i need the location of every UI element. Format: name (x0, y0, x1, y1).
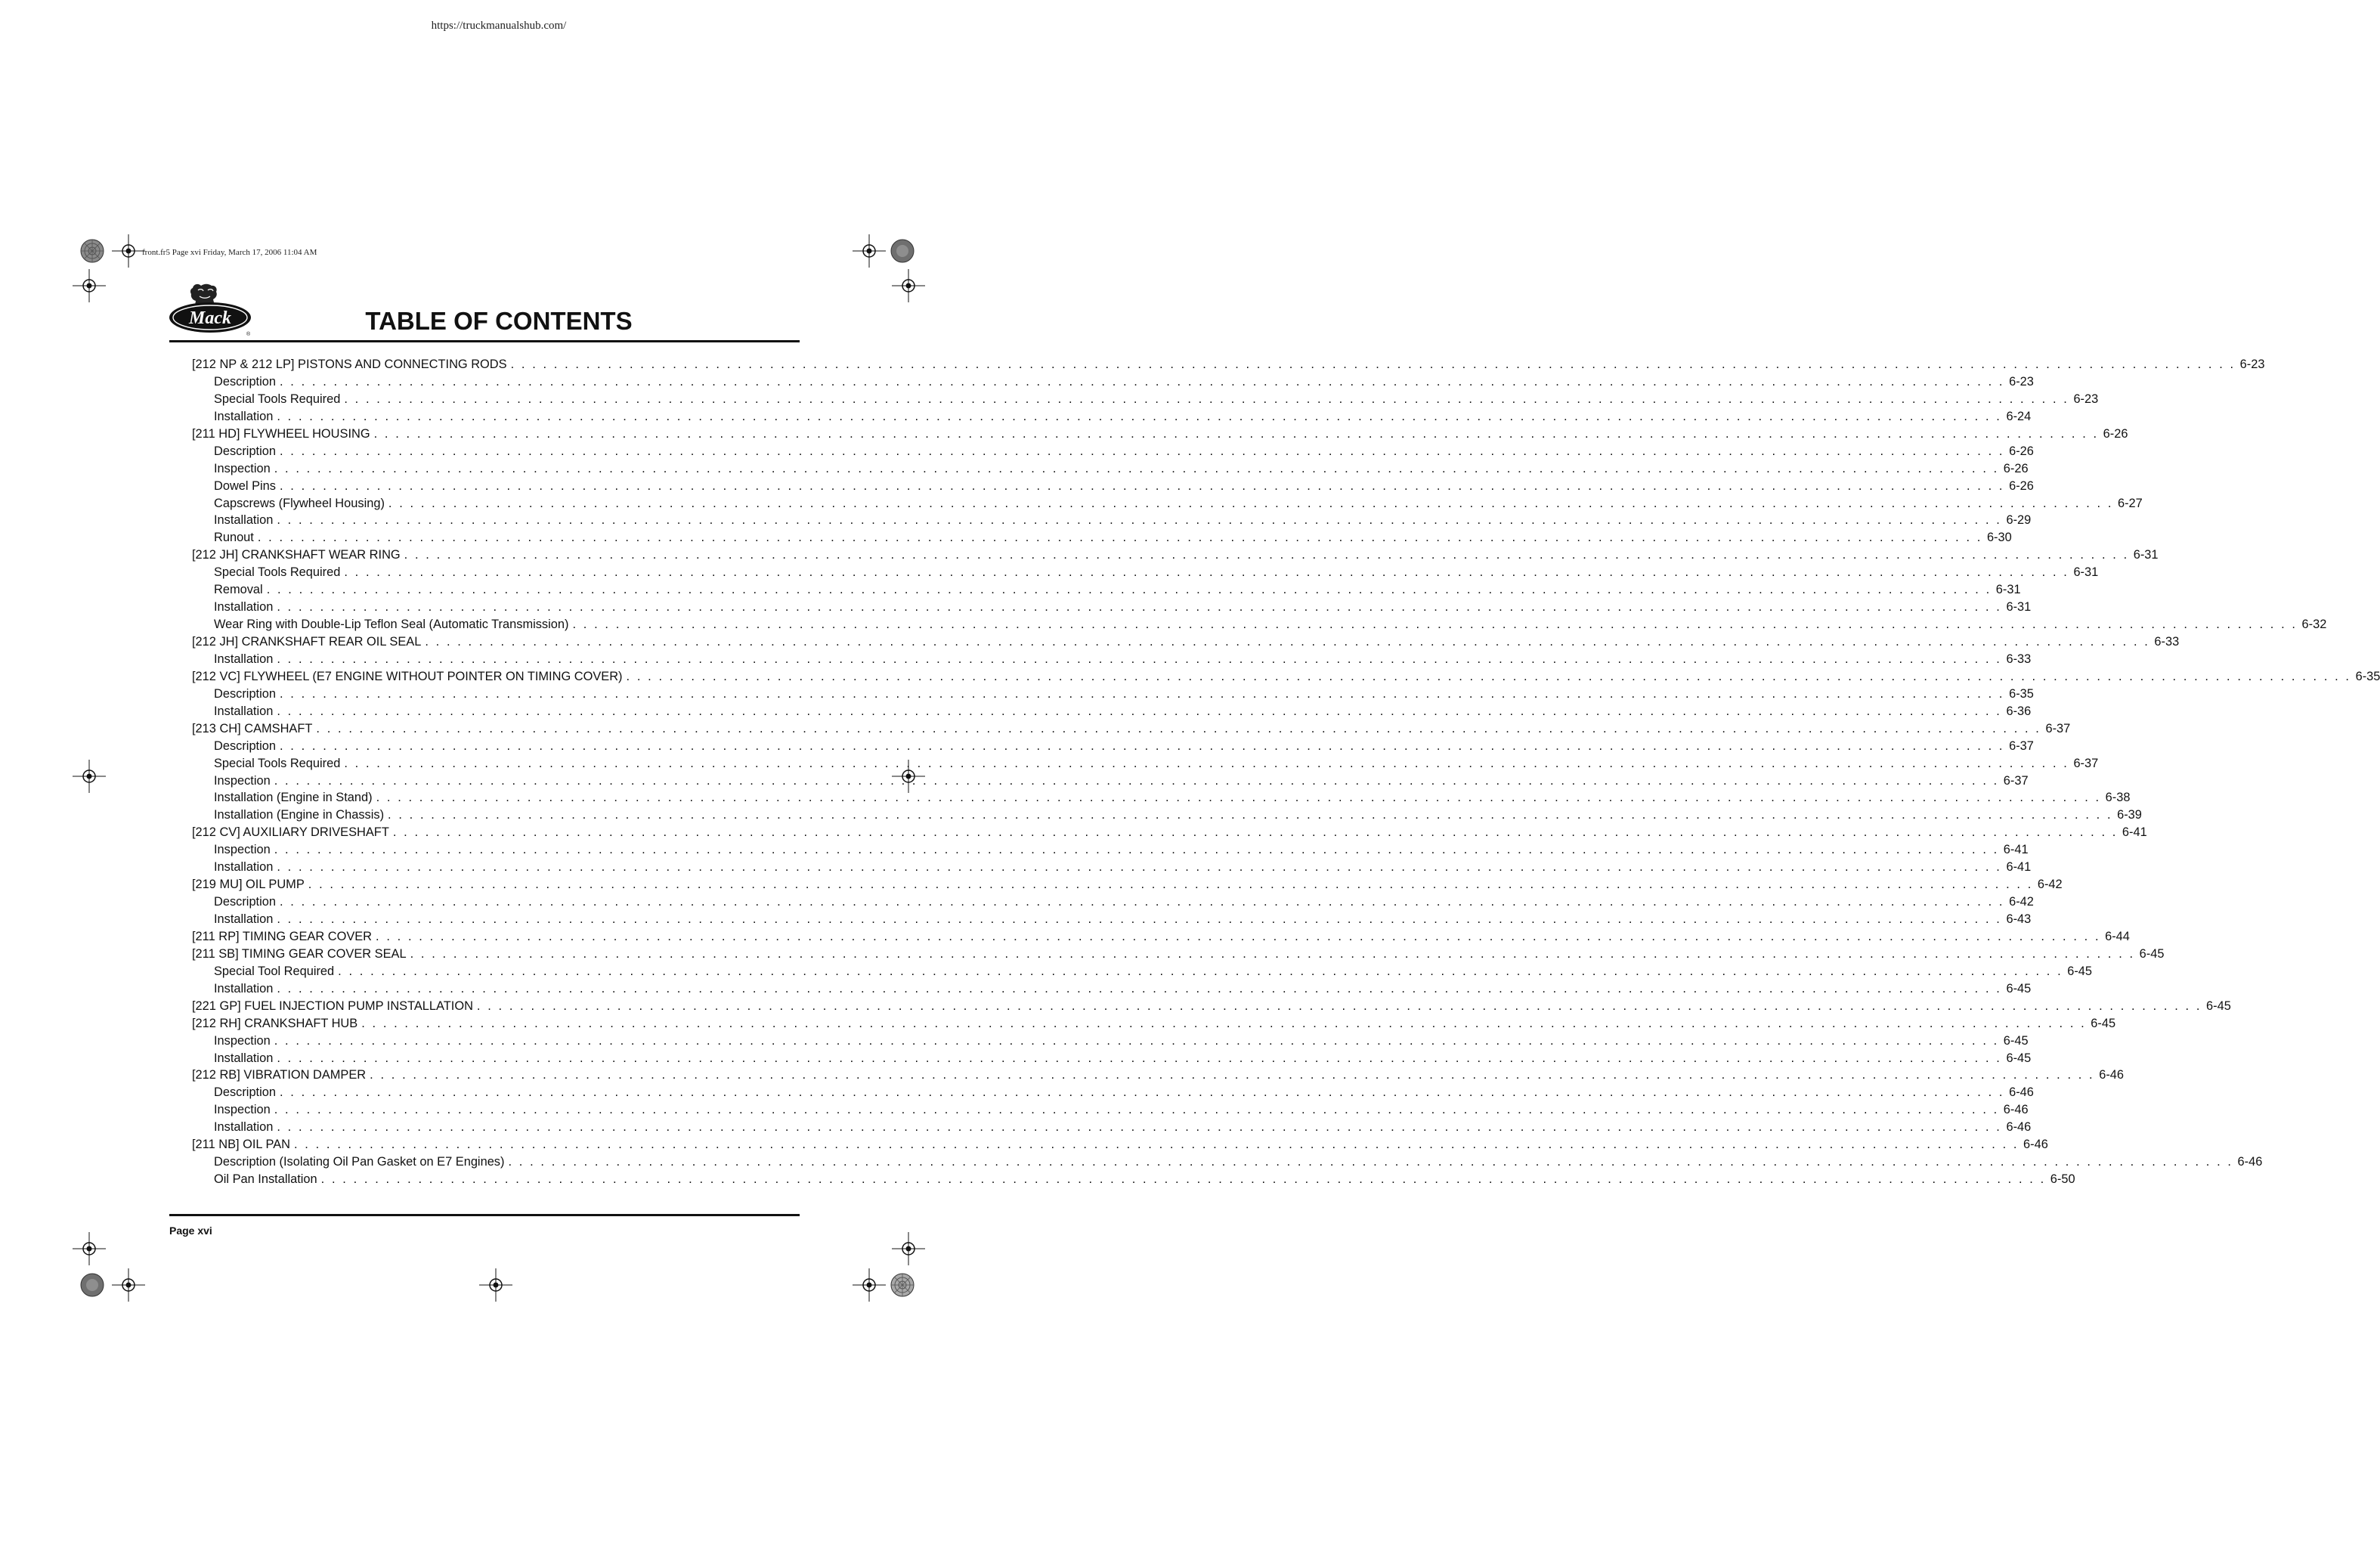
toc-dot-leader: . . . . . . . . . . . . . . . . . . . . . . . . . . . . . . . . . . . . . . . . . . . . . . . . . . . . . . . . . . . . . . . . . . . . . . . . . . . . . . . . . . . . . . . . . . . . . . . . . . . . . . . . . . . . . . . . . . . . . . . . . . . . . . . . . . . . . . . . . . . . . . . . . . . . . . . . . . . . . . . . (277, 860, 2002, 875)
toc-entry-label: Inspection (214, 1033, 271, 1048)
toc-dot-leader: . . . . . . . . . . . . . . . . . . . . . . . . . . . . . . . . . . . . . . . . . . . . . . . . . . . . . . . . . . . . . . . . . . . . . . . . . . . . . . . . . . . . . . . . . . . . . . . . . . . . . . . . . . . . . . . . . . . . . . . . . . . . . . . . . . . . . . . . . . . . . . . . . . . . . . . . . . . . . . . . (274, 1033, 1999, 1048)
toc-entry-label: Installation (214, 1051, 274, 1065)
toc-entry-page: 6-39 (2117, 808, 2142, 822)
toc-dot-leader: . . . . . . . . . . . . . . . . . . . . . . . . . . . . . . . . . . . . . . . . . . . . . . . . . . . . . . . . . . . . . . . . . . . . . . . . . . . . . . . . . . . . . . . . . . . . . . . . . . . . . . . . . . . . . . . . . . . . . . . . . . . . . . . . . . . . . . . . . . . . . . . . . . . . . . . . . . . . . . . . (508, 1155, 2233, 1169)
toc-entry-label: Description (Isolating Oil Pan Gasket on E7 Engines) (214, 1155, 505, 1169)
toc-dot-leader: . . . . . . . . . . . . . . . . . . . . . . . . . . . . . . . . . . . . . . . . . . . . . . . . . . . . . . . . . . . . . . . . . . . . . . . . . . . . . . . . . . . . . . . . . . . . . . . . . . . . . . . . . . . . . . . . . . . . . . . . . . . . . . . . . . . . . . . . . . . . . . . . . . . . . . . . . . . . . . . . (280, 374, 2005, 389)
toc-dot-leader: . . . . . . . . . . . . . . . . . . . . . . . . . . . . . . . . . . . . . . . . . . . . . . . . . . . . . . . . . . . . . . . . . . . . . . . . . . . . . . . . . . . . . . . . . . . . . . . . . . . . . . . . . . . . . . . . . . . . . . . . . . . . . . . . . . . . . . . . . . . . . . . . . . . . . . . . . . . . . . . . (274, 773, 1999, 788)
footer-rule (169, 1214, 800, 1216)
toc-entry-label: Capscrews (Flywheel Housing) (214, 496, 385, 510)
toc-entry-page: 6-33 (2154, 635, 2180, 649)
toc-entry-label: Installation (214, 860, 274, 875)
toc-dot-leader: . . . . . . . . . . . . . . . . . . . . . . . . . . . . . . . . . . . . . . . . . . . . . . . . . . . . . . . . . . . . . . . . . . . . . . . . . . . . . . . . . . . . . . . . . . . . . . . . . . . . . . . . . . . . . . . . . . . . . . . . . . . . . . . . . . . . . . . . . . . . . . . . . . . . . . . . . . . . . . . . (274, 1103, 1999, 1117)
toc-entry-page: 6-30 (1986, 531, 2012, 545)
print-slug: front.fr5 Page xvi Friday, March 17, 2006 11:04 AM (142, 248, 317, 257)
toc-entry-label: Inspection (214, 843, 271, 857)
toc-entry-label: [212 VC] FLYWHEEL (E7 ENGINE WITHOUT POINTER ON TIMING COVER) (192, 669, 623, 683)
toc-dot-leader: . . . . . . . . . . . . . . . . . . . . . . . . . . . . . . . . . . . . . . . . . . . . . . . . . . . . . . . . . . . . . . . . . . . . . . . . . . . . . . . . . . . . . . . . . . . . . . . . . . . . . . . . . . . . . . . . . . . . . . . . . . . . . . . . . . . . . . . . . . . . . . . . . . . . . . . . . . . . . . . . (338, 964, 2063, 978)
toc-entry-page: 6-37 (2045, 721, 2071, 735)
toc-section-entry[interactable] (192, 946, 2165, 963)
toc-entry-label: Oil Pan Installation (214, 1172, 317, 1187)
toc-section-entry[interactable] (192, 928, 2130, 946)
toc-dot-leader: . . . . . . . . . . . . . . . . . . . . . . . . . . . . . . . . . . . . . . . . . . . . . . . . . . . . . . . . . . . . . . . . . . . . . . . . . . . . . . . . . . . . . . . . . . . . . . . . . . . . . . . . . . . . . . . . . . . . . . . . . . . . . . . . . . . . . . . . . . . . . . . . . . . . . . . . . . . . . . . . (404, 548, 2129, 562)
registration-crosshair-icon (853, 234, 886, 268)
toc-entry-label: Description (214, 686, 276, 701)
toc-entry-label: Installation (214, 912, 274, 926)
toc-subsection-entry[interactable] (192, 1050, 2032, 1067)
toc-subsection-entry[interactable] (192, 495, 2143, 512)
toc-subsection-entry[interactable] (192, 841, 2029, 859)
toc-entry-label: [211 RP] TIMING GEAR COVER (192, 929, 373, 943)
toc-entry-label: [211 NB] OIL PAN (192, 1138, 290, 1152)
toc-dot-leader: . . . . . . . . . . . . . . . . . . . . . . . . . . . . . . . . . . . . . . . . . . . . . . . . . . . . . . . . . . . . . . . . . . . . . . . . . . . . . . . . . . . . . . . . . . . . . . . . . . . . . . . . . . . . . . . . . . . . . . . . . . . . . . . . . . . . . . . . . . . . . . . . . . . . . . . . . . . . . . . . (510, 358, 2236, 371)
toc-dot-leader: . . . . . . . . . . . . . . . . . . . . . . . . . . . . . . . . . . . . . . . . . . . . . . . . . . . . . . . . . . . . . . . . . . . . . . . . . . . . . . . . . . . . . . . . . . . . . . . . . . . . . . . . . . . . . . . . . . . . . . . . . . . . . . . . . . . . . . . . . . . . . . . . . . . . . . . . . . . . . . . . (280, 686, 2005, 701)
toc-subsection-entry[interactable] (192, 529, 2012, 547)
toc-entry-page: 6-35 (2009, 686, 2034, 701)
toc-entry-page: 6-41 (2003, 843, 2029, 857)
toc-dot-leader: . . . . . . . . . . . . . . . . . . . . . . . . . . . . . . . . . . . . . . . . . . . . . . . . . . . . . . . . . . . . . . . . . . . . . . . . . . . . . . . . . . . . . . . . . . . . . . . . . . . . . . . . . . . . . . . . . . . . . . . . . . . . . . . . . . . . . . . . . . . . . . . . . . . . . . . . . . . . . . . . (410, 946, 2135, 961)
toc-dot-leader: . . . . . . . . . . . . . . . . . . . . . . . . . . . . . . . . . . . . . . . . . . . . . . . . . . . . . . . . . . . . . . . . . . . . . . . . . . . . . . . . . . . . . . . . . . . . . . . . . . . . . . . . . . . . . . . . . . . . . . . . . . . . . . . . . . . . . . . . . . . . . . . . . . . . . . . . . . . . . . . . (425, 635, 2150, 649)
toc-subsection-entry[interactable] (192, 1171, 2075, 1188)
toc-dot-leader: . . . . . . . . . . . . . . . . . . . . . . . . . . . . . . . . . . . . . . . . . . . . . . . . . . . . . . . . . . . . . . . . . . . . . . . . . . . . . . . . . . . . . . . . . . . . . . . . . . . . . . . . . . . . . . . . . . . . . . . . . . . . . . . . . . . . . . . . . . . . . . . . . . . . . . . . . . . . . . . . (370, 1068, 2095, 1082)
toc-entry-page: 6-23 (2073, 392, 2099, 406)
toc-dot-leader: . . . . . . . . . . . . . . . . . . . . . . . . . . . . . . . . . . . . . . . . . . . . . . . . . . . . . . . . . . . . . . . . . . . . . . . . . . . . . . . . . . . . . . . . . . . . . . . . . . . . . . . . . . . . . . . . . . . . . . . . . . . . . . . . . . . . . . . . . . . . . . . . . . . . . . . . . . . . . . . . (266, 583, 1992, 597)
toc-section-entry[interactable] (192, 998, 2231, 1015)
toc-entry-label: Installation (214, 1120, 274, 1135)
registration-crosshair-icon (73, 269, 106, 302)
toc-entry-label: Dowel Pins (214, 478, 276, 493)
toc-entry-label: Installation (214, 513, 274, 528)
toc-dot-leader: . . . . . . . . . . . . . . . . . . . . . . . . . . . . . . . . . . . . . . . . . . . . . . . . . . . . . . . . . . . . . . . . . . . . . . . . . . . . . . . . . . . . . . . . . . . . . . . . . . . . . . . . . . . . . . . . . . . . . . . . . . . . . . . . . . . . . . . . . . . . . . . . . . . . . . . . . . . . . . . . (344, 392, 2069, 406)
toc-subsection-entry[interactable] (192, 373, 2034, 391)
registration-crosshair-icon (853, 1268, 886, 1302)
toc-subsection-entry[interactable] (192, 980, 2032, 998)
toc-subsection-entry[interactable] (192, 686, 2034, 703)
toc-dot-leader: . . . . . . . . . . . . . . . . . . . . . . . . . . . . . . . . . . . . . . . . . . . . . . . . . . . . . . . . . . . . . . . . . . . . . . . . . . . . . . . . . . . . . . . . . . . . . . . . . . . . . . . . . . . . . . . . . . . . . . . . . . . . . . . . . . . . . . . . . . . . . . . . . . . . . . . . . . . . . . . . (280, 738, 2005, 753)
toc-entry-page: 6-26 (2009, 444, 2034, 458)
toc-dot-leader: . . . . . . . . . . . . . . . . . . . . . . . . . . . . . . . . . . . . . . . . . . . . . . . . . . . . . . . . . . . . . . . . . . . . . . . . . . . . . . . . . . . . . . . . . . . . . . . . . . . . . . . . . . . . . . . . . . . . . . . . . . . . . . . . . . . . . . . . . . . . . . . . . . . . . . . . . . . . . . . . (277, 704, 2002, 718)
color-calibration-disk-icon (890, 239, 915, 263)
toc-subsection-entry[interactable] (192, 581, 2021, 599)
toc-entry-page: 6-50 (2050, 1172, 2075, 1187)
toc-entry-page: 6-42 (2009, 895, 2034, 909)
registration-crosshair-icon (112, 1268, 145, 1302)
table-of-contents (192, 356, 2380, 1188)
toc-entry-label: [212 JH] CRANKSHAFT WEAR RING (192, 548, 401, 562)
toc-entry-page: 6-38 (2105, 791, 2131, 805)
color-calibration-disk-icon (890, 1273, 915, 1297)
toc-section-entry[interactable] (192, 1015, 2116, 1033)
toc-entry-page: 6-26 (2003, 461, 2029, 475)
toc-entry-page: 6-27 (2117, 496, 2143, 510)
toc-entry-page: 6-32 (2301, 618, 2327, 632)
registration-crosshair-icon (73, 760, 106, 793)
toc-entry-page: 6-37 (2073, 756, 2099, 770)
toc-entry-page: 6-46 (2006, 1120, 2032, 1135)
logo-text: Mack (189, 308, 231, 328)
toc-entry-label: [211 HD] FLYWHEEL HOUSING (192, 426, 370, 441)
toc-entry-page: 6-36 (2006, 704, 2032, 718)
toc-subsection-entry[interactable] (192, 911, 2032, 928)
toc-entry-page: 6-23 (2239, 358, 2265, 371)
toc-subsection-entry[interactable] (192, 651, 2032, 668)
toc-entry-label: Special Tool Required (214, 964, 335, 978)
toc-entry-label: Description (214, 374, 276, 389)
registration-crosshair-icon (479, 1268, 512, 1302)
toc-dot-leader: . . . . . . . . . . . . . . . . . . . . . . . . . . . . . . . . . . . . . . . . . . . . . . . . . . . . . . . . . . . . . . . . . . . . . . . . . . . . . . . . . . . . . . . . . . . . . . . . . . . . . . . . . . . . . . . . . . . . . . . . . . . . . . . . . . . . . . . . . . . . . . . . . . . . . . . . . . . . . . . . (277, 912, 2002, 926)
toc-entry-page: 6-37 (2003, 773, 2029, 788)
toc-entry-label: [211 SB] TIMING GEAR COVER SEAL (192, 946, 407, 961)
toc-dot-leader: . . . . . . . . . . . . . . . . . . . . . . . . . . . . . . . . . . . . . . . . . . . . . . . . . . . . . . . . . . . . . . . . . . . . . . . . . . . . . . . . . . . . . . . . . . . . . . . . . . . . . . . . . . . . . . . . . . . . . . . . . . . . . . . . . . . . . . . . . . . . . . . . . . . . . . . . . . . . . . . . (388, 496, 2113, 510)
toc-subsection-entry[interactable] (192, 703, 2032, 720)
toc-section-entry[interactable] (192, 547, 2159, 564)
toc-entry-page: 6-33 (2006, 652, 2032, 666)
toc-entry-label: [212 NP & 212 LP] PISTONS AND CONNECTING RODS (192, 358, 507, 371)
toc-section-entry[interactable] (192, 720, 2071, 738)
toc-entry-page: 6-31 (2133, 548, 2159, 562)
toc-entry-page: 6-35 (2355, 669, 2380, 683)
toc-dot-leader: . . . . . . . . . . . . . . . . . . . . . . . . . . . . . . . . . . . . . . . . . . . . . . . . . . . . . . . . . . . . . . . . . . . . . . . . . . . . . . . . . . . . . . . . . . . . . . . . . . . . . . . . . . . . . . . . . . . . . . . . . . . . . . . . . . . . . . . . . . . . . . . . . . . . . . . . . . . . . . . . (280, 478, 2005, 493)
toc-entry-page: 6-45 (2091, 1016, 2116, 1030)
toc-entry-page: 6-23 (2009, 374, 2034, 389)
toc-entry-page: 6-45 (2139, 946, 2165, 961)
toc-section-entry[interactable] (192, 876, 2063, 893)
toc-dot-leader: . . . . . . . . . . . . . . . . . . . . . . . . . . . . . . . . . . . . . . . . . . . . . . . . . . . . . . . . . . . . . . . . . . . . . . . . . . . . . . . . . . . . . . . . . . . . . . . . . . . . . . . . . . . . . . . . . . . . . . . . . . . . . . . . . . . . . . . . . . . . . . . . . . . . . . . . . . . . . . . . (293, 1138, 2019, 1152)
toc-dot-leader: . . . . . . . . . . . . . . . . . . . . . . . . . . . . . . . . . . . . . . . . . . . . . . . . . . . . . . . . . . . . . . . . . . . . . . . . . . . . . . . . . . . . . . . . . . . . . . . . . . . . . . . . . . . . . . . . . . . . . . . . . . . . . . . . . . . . . . . . . . . . . . . . . . . . . . . . . . . . . . . . (277, 652, 2002, 666)
page-number-label: Page xvi (169, 1225, 212, 1237)
toc-dot-leader: . . . . . . . . . . . . . . . . . . . . . . . . . . . . . . . . . . . . . . . . . . . . . . . . . . . . . . . . . . . . . . . . . . . . . . . . . . . . . . . . . . . . . . . . . . . . . . . . . . . . . . . . . . . . . . . . . . . . . . . . . . . . . . . . . . . . . . . . . . . . . . . . . . . . . . . . . . . . . . . . (277, 409, 2002, 423)
toc-subsection-entry[interactable] (192, 1084, 2034, 1101)
toc-entry-page: 6-24 (2006, 409, 2032, 423)
toc-entry-label: Special Tools Required (214, 565, 341, 580)
toc-section-entry[interactable] (192, 633, 2180, 651)
toc-section-entry[interactable] (192, 426, 2128, 443)
toc-dot-leader: . . . . . . . . . . . . . . . . . . . . . . . . . . . . . . . . . . . . . . . . . . . . . . . . . . . . . . . . . . . . . . . . . . . . . . . . . . . . . . . . . . . . . . . . . . . . . . . . . . . . . . . . . . . . . . . . . . . . . . . . . . . . . . . . . . . . . . . . . . . . . . . . . . . . . . . . . . . . . . . . (344, 565, 2069, 580)
toc-subsection-entry[interactable] (192, 893, 2034, 911)
toc-entry-label: Special Tools Required (214, 392, 341, 406)
toc-dot-leader: . . . . . . . . . . . . . . . . . . . . . . . . . . . . . . . . . . . . . . . . . . . . . . . . . . . . . . . . . . . . . . . . . . . . . . . . . . . . . . . . . . . . . . . . . . . . . . . . . . . . . . . . . . . . . . . . . . . . . . . . . . . . . . . . . . . . . . . . . . . . . . . . . . . . . . . . . . . . . . . . (392, 825, 2118, 840)
toc-entry-label: Installation (214, 600, 274, 615)
toc-dot-leader: . . . . . . . . . . . . . . . . . . . . . . . . . . . . . . . . . . . . . . . . . . . . . . . . . . . . . . . . . . . . . . . . . . . . . . . . . . . . . . . . . . . . . . . . . . . . . . . . . . . . . . . . . . . . . . . . . . . . . . . . . . . . . . . . . . . . . . . . . . . . . . . . . . . . . . . . . . . . . . . . (257, 531, 1982, 545)
toc-dot-leader: . . . . . . . . . . . . . . . . . . . . . . . . . . . . . . . . . . . . . . . . . . . . . . . . . . . . . . . . . . . . . . . . . . . . . . . . . . . . . . . . . . . . . . . . . . . . . . . . . . . . . . . . . . . . . . . . . . . . . . . . . . . . . . . . . . . . . . . . . . . . . . . . . . . . . . . . . . . . . . . . (626, 669, 2351, 683)
toc-dot-leader: . . . . . . . . . . . . . . . . . . . . . . . . . . . . . . . . . . . . . . . . . . . . . . . . . . . . . . . . . . . . . . . . . . . . . . . . . . . . . . . . . . . . . . . . . . . . . . . . . . . . . . . . . . . . . . . . . . . . . . . . . . . . . . . . . . . . . . . . . . . . . . . . . . . . . . . . . . . . . . . . (388, 808, 2113, 822)
toc-dot-leader: . . . . . . . . . . . . . . . . . . . . . . . . . . . . . . . . . . . . . . . . . . . . . . . . . . . . . . . . . . . . . . . . . . . . . . . . . . . . . . . . . . . . . . . . . . . . . . . . . . . . . . . . . . . . . . . . . . . . . . . . . . . . . . . . . . . . . . . . . . . . . . . . . . . . . . . . . . . . . . . . (274, 461, 1999, 475)
toc-dot-leader: . . . . . . . . . . . . . . . . . . . . . . . . . . . . . . . . . . . . . . . . . . . . . . . . . . . . . . . . . . . . . . . . . . . . . . . . . . . . . . . . . . . . . . . . . . . . . . . . . . . . . . . . . . . . . . . . . . . . . . . . . . . . . . . . . . . . . . . . . . . . . . . . . . . . . . . . . . . . . . . . (376, 791, 2101, 805)
toc-entry-page: 6-45 (2006, 981, 2032, 995)
toc-entry-page: 6-46 (2237, 1155, 2263, 1169)
toc-subsection-entry[interactable] (192, 755, 2099, 773)
toc-subsection-entry[interactable] (192, 859, 2032, 876)
toc-entry-label: [219 MU] OIL PUMP (192, 878, 305, 892)
toc-subsection-entry[interactable] (192, 807, 2142, 824)
toc-entry-label: [212 JH] CRANKSHAFT REAR OIL SEAL (192, 635, 422, 649)
toc-entry-label: Description (214, 895, 276, 909)
toc-entry-page: 6-46 (2009, 1085, 2034, 1100)
toc-subsection-entry[interactable] (192, 616, 2327, 633)
toc-entry-page: 6-45 (2206, 999, 2231, 1013)
toc-entry-label: Installation (214, 704, 274, 718)
toc-dot-leader: . . . . . . . . . . . . . . . . . . . . . . . . . . . . . . . . . . . . . . . . . . . . . . . . . . . . . . . . . . . . . . . . . . . . . . . . . . . . . . . . . . . . . . . . . . . . . . . . . . . . . . . . . . . . . . . . . . . . . . . . . . . . . . . . . . . . . . . . . . . . . . . . . . . . . . . . . . . . . . . . (277, 600, 2002, 615)
toc-entry-page: 6-26 (2103, 426, 2128, 441)
registration-crosshair-icon (73, 1232, 106, 1265)
toc-subsection-entry[interactable] (192, 1033, 2029, 1050)
registration-crosshair-icon (892, 269, 925, 302)
toc-subsection-entry[interactable] (192, 512, 2032, 529)
toc-subsection-entry[interactable] (192, 460, 2029, 478)
toc-dot-leader: . . . . . . . . . . . . . . . . . . . . . . . . . . . . . . . . . . . . . . . . . . . . . . . . . . . . . . . . . . . . . . . . . . . . . . . . . . . . . . . . . . . . . . . . . . . . . . . . . . . . . . . . . . . . . . . . . . . . . . . . . . . . . . . . . . . . . . . . . . . . . . . . . . . . . . . . . . . . . . . . (376, 929, 2101, 943)
toc-entry-page: 6-45 (2006, 1051, 2032, 1065)
toc-entry-label: Inspection (214, 1103, 271, 1117)
toc-entry-label: [212 RH] CRANKSHAFT HUB (192, 1016, 358, 1030)
toc-dot-leader: . . . . . . . . . . . . . . . . . . . . . . . . . . . . . . . . . . . . . . . . . . . . . . . . . . . . . . . . . . . . . . . . . . . . . . . . . . . . . . . . . . . . . . . . . . . . . . . . . . . . . . . . . . . . . . . . . . . . . . . . . . . . . . . . . . . . . . . . . . . . . . . . . . . . . . . . . . . . . . . . (344, 756, 2069, 770)
toc-dot-leader: . . . . . . . . . . . . . . . . . . . . . . . . . . . . . . . . . . . . . . . . . . . . . . . . . . . . . . . . . . . . . . . . . . . . . . . . . . . . . . . . . . . . . . . . . . . . . . . . . . . . . . . . . . . . . . . . . . . . . . . . . . . . . . . . . . . . . . . . . . . . . . . . . . . . . . . . . . . . . . . . (476, 999, 2202, 1013)
site-url[interactable]: https://truckmanualshub.com/ (431, 20, 567, 32)
toc-dot-leader: . . . . . . . . . . . . . . . . . . . . . . . . . . . . . . . . . . . . . . . . . . . . . . . . . . . . . . . . . . . . . . . . . . . . . . . . . . . . . . . . . . . . . . . . . . . . . . . . . . . . . . . . . . . . . . . . . . . . . . . . . . . . . . . . . . . . . . . . . . . . . . . . . . . . . . . . . . . . . . . . (320, 1172, 2046, 1187)
toc-dot-leader: . . . . . . . . . . . . . . . . . . . . . . . . . . . . . . . . . . . . . . . . . . . . . . . . . . . . . . . . . . . . . . . . . . . . . . . . . . . . . . . . . . . . . . . . . . . . . . . . . . . . . . . . . . . . . . . . . . . . . . . . . . . . . . . . . . . . . . . . . . . . . . . . . . . . . . . . . . . . . . . . (280, 444, 2005, 458)
toc-dot-leader: . . . . . . . . . . . . . . . . . . . . . . . . . . . . . . . . . . . . . . . . . . . . . . . . . . . . . . . . . . . . . . . . . . . . . . . . . . . . . . . . . . . . . . . . . . . . . . . . . . . . . . . . . . . . . . . . . . . . . . . . . . . . . . . . . . . . . . . . . . . . . . . . . . . . . . . . . . . . . . . . (274, 843, 1999, 857)
toc-subsection-entry[interactable] (192, 443, 2034, 460)
toc-dot-leader: . . . . . . . . . . . . . . . . . . . . . . . . . . . . . . . . . . . . . . . . . . . . . . . . . . . . . . . . . . . . . . . . . . . . . . . . . . . . . . . . . . . . . . . . . . . . . . . . . . . . . . . . . . . . . . . . . . . . . . . . . . . . . . . . . . . . . . . . . . . . . . . . . . . . . . . . . . . . . . . . (277, 513, 2002, 528)
toc-dot-leader: . . . . . . . . . . . . . . . . . . . . . . . . . . . . . . . . . . . . . . . . . . . . . . . . . . . . . . . . . . . . . . . . . . . . . . . . . . . . . . . . . . . . . . . . . . . . . . . . . . . . . . . . . . . . . . . . . . . . . . . . . . . . . . . . . . . . . . . . . . . . . . . . . . . . . . . . . . . . . . . . (572, 618, 2298, 632)
toc-entry-page: 6-41 (2122, 825, 2147, 840)
toc-entry-label: Description (214, 1085, 276, 1100)
toc-section-entry[interactable] (192, 1136, 2048, 1153)
toc-entry-page: 6-37 (2009, 738, 2034, 753)
toc-entry-label: Description (214, 444, 276, 458)
toc-subsection-entry[interactable] (192, 391, 2099, 408)
toc-subsection-entry[interactable] (192, 408, 2032, 426)
toc-entry-label: Description (214, 738, 276, 753)
toc-entry-page: 6-46 (2099, 1068, 2125, 1082)
toc-entry-label: Runout (214, 531, 254, 545)
toc-dot-leader: . . . . . . . . . . . . . . . . . . . . . . . . . . . . . . . . . . . . . . . . . . . . . . . . . . . . . . . . . . . . . . . . . . . . . . . . . . . . . . . . . . . . . . . . . . . . . . . . . . . . . . . . . . . . . . . . . . . . . . . . . . . . . . . . . . . . . . . . . . . . . . . . . . . . . . . . . . . . . . . . (373, 426, 2099, 441)
toc-entry-label: [221 GP] FUEL INJECTION PUMP INSTALLATION (192, 999, 473, 1013)
registration-crosshair-icon (892, 1232, 925, 1265)
registration-crosshair-icon (112, 234, 145, 268)
toc-entry-page: 6-44 (2105, 929, 2130, 943)
toc-entry-label: Inspection (214, 773, 271, 788)
toc-dot-leader: . . . . . . . . . . . . . . . . . . . . . . . . . . . . . . . . . . . . . . . . . . . . . . . . . . . . . . . . . . . . . . . . . . . . . . . . . . . . . . . . . . . . . . . . . . . . . . . . . . . . . . . . . . . . . . . . . . . . . . . . . . . . . . . . . . . . . . . . . . . . . . . . . . . . . . . . . . . . . . . . (277, 1051, 2002, 1065)
toc-section-entry[interactable] (192, 1067, 2125, 1084)
toc-entry-label: Installation (214, 981, 274, 995)
toc-entry-label: Removal (214, 583, 263, 597)
toc-entry-page: 6-41 (2006, 860, 2032, 875)
toc-entry-label: [212 CV] AUXILIARY DRIVESHAFT (192, 825, 389, 840)
toc-dot-leader: . . . . . . . . . . . . . . . . . . . . . . . . . . . . . . . . . . . . . . . . . . . . . . . . . . . . . . . . . . . . . . . . . . . . . . . . . . . . . . . . . . . . . . . . . . . . . . . . . . . . . . . . . . . . . . . . . . . . . . . . . . . . . . . . . . . . . . . . . . . . . . . . . . . . . . . . . . . . . . . . (277, 1120, 2002, 1135)
toc-dot-leader: . . . . . . . . . . . . . . . . . . . . . . . . . . . . . . . . . . . . . . . . . . . . . . . . . . . . . . . . . . . . . . . . . . . . . . . . . . . . . . . . . . . . . . . . . . . . . . . . . . . . . . . . . . . . . . . . . . . . . . . . . . . . . . . . . . . . . . . . . . . . . . . . . . . . . . . . . . . . . . . . (280, 1085, 2005, 1100)
toc-subsection-entry[interactable] (192, 599, 2032, 616)
toc-entry-label: Wear Ring with Double-Lip Teflon Seal (Automatic Transmission) (214, 618, 569, 632)
toc-entry-page: 6-31 (2073, 565, 2099, 580)
toc-entry-label: [212 RB] VIBRATION DAMPER (192, 1068, 367, 1082)
toc-entry-label: Special Tools Required (214, 756, 341, 770)
toc-subsection-entry[interactable] (192, 789, 2131, 807)
toc-entry-page: 6-45 (2067, 964, 2093, 978)
toc-entry-label: Installation (214, 652, 274, 666)
color-calibration-disk-icon (80, 239, 104, 263)
toc-subsection-entry[interactable] (192, 1119, 2032, 1136)
toc-subsection-entry[interactable] (192, 773, 2029, 790)
toc-entry-page: 6-31 (2006, 600, 2032, 615)
toc-section-entry[interactable] (192, 356, 2265, 373)
header-rule (169, 340, 800, 342)
toc-subsection-entry[interactable] (192, 564, 2099, 581)
toc-dot-leader: . . . . . . . . . . . . . . . . . . . . . . . . . . . . . . . . . . . . . . . . . . . . . . . . . . . . . . . . . . . . . . . . . . . . . . . . . . . . . . . . . . . . . . . . . . . . . . . . . . . . . . . . . . . . . . . . . . . . . . . . . . . . . . . . . . . . . . . . . . . . . . . . . . . . . . . . . . . . . . . . (277, 981, 2002, 995)
toc-entry-page: 6-29 (2006, 513, 2032, 528)
toc-entry-label: [213 CH] CAMSHAFT (192, 721, 313, 735)
toc-entry-label: Inspection (214, 461, 271, 475)
toc-subsection-entry[interactable] (192, 738, 2034, 755)
toc-dot-leader: . . . . . . . . . . . . . . . . . . . . . . . . . . . . . . . . . . . . . . . . . . . . . . . . . . . . . . . . . . . . . . . . . . . . . . . . . . . . . . . . . . . . . . . . . . . . . . . . . . . . . . . . . . . . . . . . . . . . . . . . . . . . . . . . . . . . . . . . . . . . . . . . . . . . . . . . . . . . . . . . (361, 1016, 2087, 1030)
toc-section-entry[interactable] (192, 668, 2380, 686)
toc-subsection-entry[interactable] (192, 1153, 2263, 1171)
toc-entry-label: Installation (Engine in Chassis) (214, 808, 385, 822)
toc-entry-page: 6-43 (2006, 912, 2032, 926)
toc-dot-leader: . . . . . . . . . . . . . . . . . . . . . . . . . . . . . . . . . . . . . . . . . . . . . . . . . . . . . . . . . . . . . . . . . . . . . . . . . . . . . . . . . . . . . . . . . . . . . . . . . . . . . . . . . . . . . . . . . . . . . . . . . . . . . . . . . . . . . . . . . . . . . . . . . . . . . . . . . . . . . . . . (308, 878, 2033, 892)
toc-entry-page: 6-46 (2023, 1138, 2048, 1152)
toc-entry-page: 6-31 (1995, 583, 2021, 597)
toc-subsection-entry[interactable] (192, 963, 2093, 980)
toc-dot-leader: . . . . . . . . . . . . . . . . . . . . . . . . . . . . . . . . . . . . . . . . . . . . . . . . . . . . . . . . . . . . . . . . . . . . . . . . . . . . . . . . . . . . . . . . . . . . . . . . . . . . . . . . . . . . . . . . . . . . . . . . . . . . . . . . . . . . . . . . . . . . . . . . . . . . . . . . . . . . . . . . (316, 721, 2041, 735)
toc-entry-page: 6-26 (2009, 478, 2034, 493)
toc-subsection-entry[interactable] (192, 1101, 2029, 1119)
toc-entry-page: 6-46 (2003, 1103, 2029, 1117)
toc-dot-leader: . . . . . . . . . . . . . . . . . . . . . . . . . . . . . . . . . . . . . . . . . . . . . . . . . . . . . . . . . . . . . . . . . . . . . . . . . . . . . . . . . . . . . . . . . . . . . . . . . . . . . . . . . . . . . . . . . . . . . . . . . . . . . . . . . . . . . . . . . . . . . . . . . . . . . . . . . . . . . . . . (280, 895, 2005, 909)
color-calibration-disk-icon (80, 1273, 104, 1297)
toc-entry-page: 6-42 (2037, 878, 2063, 892)
svg-text:®: ® (246, 332, 251, 337)
toc-subsection-entry[interactable] (192, 478, 2034, 495)
toc-entry-label: Installation (214, 409, 274, 423)
toc-entry-label: Installation (Engine in Stand) (214, 791, 373, 805)
toc-entry-page: 6-45 (2003, 1033, 2029, 1048)
toc-section-entry[interactable] (192, 824, 2147, 841)
page-title: TABLE OF CONTENTS (365, 307, 633, 335)
